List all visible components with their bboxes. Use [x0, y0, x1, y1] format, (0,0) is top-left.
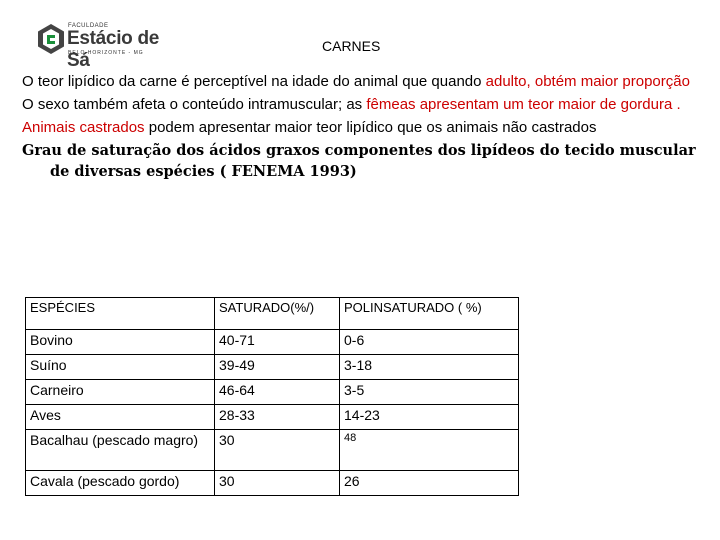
- table-header-cell: POLINSATURADO ( %): [340, 298, 519, 330]
- paragraph-castrated-highlight: Animais castrados: [22, 119, 145, 136]
- table-cell: 46-64: [215, 380, 340, 405]
- logo-brand-text: Estácio de Sá: [67, 28, 160, 71]
- body-text: [22, 70, 702, 182]
- table-cell: 0-6: [340, 330, 519, 355]
- table-row: [26, 355, 519, 380]
- table-cell: 48: [340, 430, 519, 471]
- table-cell: 30: [215, 471, 340, 496]
- paragraph-age: [22, 70, 702, 93]
- table-header-cell: SATURADO(%/): [215, 298, 340, 330]
- paragraph-sex: [22, 93, 702, 116]
- logo: [38, 22, 168, 71]
- table-header-row: [26, 298, 519, 330]
- table-cell: 39-49: [215, 355, 340, 380]
- table-cell: 30: [215, 430, 340, 471]
- paragraph-age-text: O teor lipídico da carne é perceptível na idade do animal que quando: [22, 73, 486, 90]
- hexagon-logo-icon: [38, 24, 64, 54]
- table-row: [26, 430, 519, 471]
- logo-top-text: FACULDADE: [68, 23, 109, 29]
- table-row: [26, 471, 519, 496]
- table-cell: 26: [340, 471, 519, 496]
- table-row: [26, 330, 519, 355]
- paragraph-sex-text: O sexo também afeta o conteúdo intramuscular; as: [22, 96, 367, 113]
- table-cell: 3-18: [340, 355, 519, 380]
- table-cell: Suíno: [26, 355, 215, 380]
- paragraph-sex-highlight: fêmeas apresentam um teor maior de gordura .: [366, 96, 681, 113]
- paragraph-castrated-text: podem apresentar maior teor lipídico que os animais não castrados: [144, 119, 597, 136]
- table-row: [26, 405, 519, 430]
- table-cell: Carneiro: [26, 380, 215, 405]
- table-cell: 14-23: [340, 405, 519, 430]
- table-cell: Aves: [26, 405, 215, 430]
- table-row: [26, 380, 519, 405]
- table-header-cell: ESPÉCIES: [26, 298, 215, 330]
- table-cell: 40-71: [215, 330, 340, 355]
- paragraph-castrated: [22, 116, 702, 139]
- fatty-acid-table: [25, 297, 519, 496]
- paragraph-age-highlight: adulto, obtém maior proporção: [485, 73, 690, 90]
- table-cell: Bacalhau (pescado magro): [26, 430, 215, 471]
- logo-bottom-text: BELO HORIZONTE - MG: [68, 50, 144, 56]
- table-cell: Bovino: [26, 330, 215, 355]
- page-title: CARNES: [322, 38, 381, 54]
- paragraph-saturation: Grau de saturação dos ácidos graxos componentes dos lipídeos do tecido muscular de diversas espécies ( FENEMA 1993): [22, 142, 696, 180]
- table-cell: Cavala (pescado gordo): [26, 471, 215, 496]
- table-cell: 28-33: [215, 405, 340, 430]
- table-cell: 3-5: [340, 380, 519, 405]
